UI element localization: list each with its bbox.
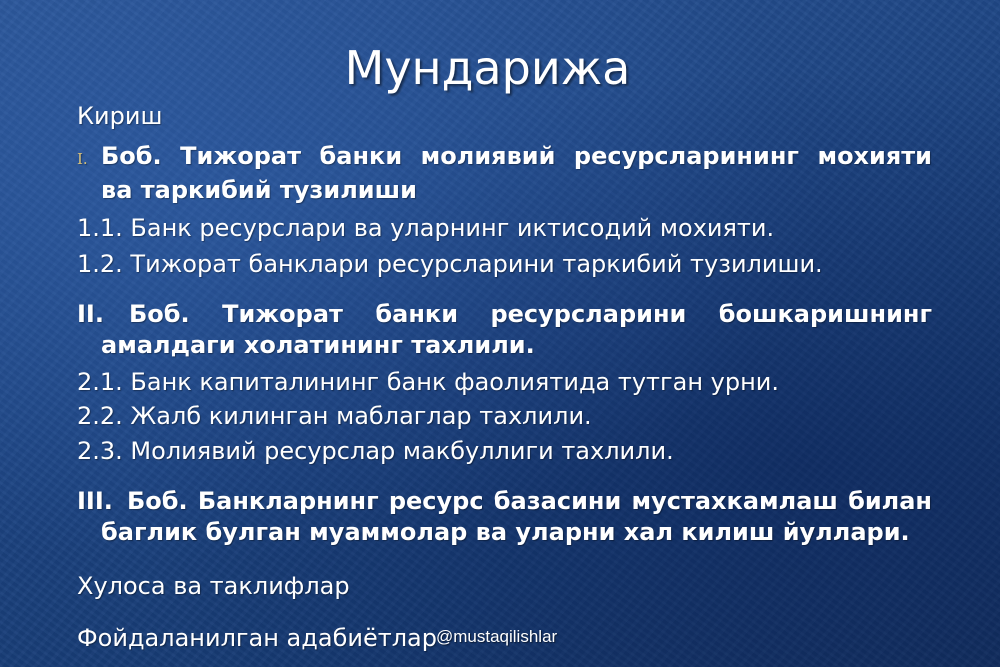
intro-item: Кириш — [77, 102, 163, 130]
chapter-3-first-line — [77, 486, 932, 517]
chapter-1-marker: I. — [77, 150, 88, 168]
chapter-1 — [77, 141, 932, 206]
chapter-2-line1: Боб. Тижорат банки ресурсларини бошкаришнинг — [129, 300, 932, 328]
slide-title: Мундарижа — [344, 41, 631, 95]
section-2-3: 2.3. Молиявий ресурслар макбуллиги тахлили. — [77, 437, 674, 465]
chapter-2-first-line — [77, 299, 932, 330]
chapter-2 — [77, 299, 932, 361]
section-1-2: 1.2. Тижорат банклари ресурсларини таркибий тузилиши. — [77, 250, 823, 278]
chapter-1-line1: Боб. Тижорат банки молиявий ресурсларининг мохияти — [101, 142, 932, 170]
chapter-3-line2: баглик булган муаммолар ва уларни хал килиш йуллари. — [101, 518, 910, 546]
chapter-2-marker: II. — [77, 300, 104, 328]
section-2-2: 2.2. Жалб килинган маблаглар тахлили. — [77, 402, 592, 430]
section-2-1: 2.1. Банк капиталининг банк фаолиятида тутган урни. — [77, 368, 780, 396]
watermark-label: @mustaqilishlar — [436, 627, 558, 646]
chapter-3-marker: III. — [77, 487, 113, 515]
conclusion-item: Хулоса ва таклифлар — [77, 572, 350, 600]
chapter-1-first-line — [77, 141, 932, 175]
chapter-2-line2: амалдаги холатининг тахлили. — [101, 331, 535, 359]
chapter-3-line1: Боб. Банкларнинг ресурс базасини мустахкамлаш билан — [127, 487, 932, 515]
chapter-3 — [77, 486, 932, 548]
references-item: Фойдаланилган адабиётлар — [77, 624, 437, 652]
section-1-1: 1.1. Банк ресурслари ва уларнинг иктисодий мохияти. — [77, 214, 775, 242]
chapter-1-line2: ва таркибий тузилиши — [101, 176, 417, 204]
